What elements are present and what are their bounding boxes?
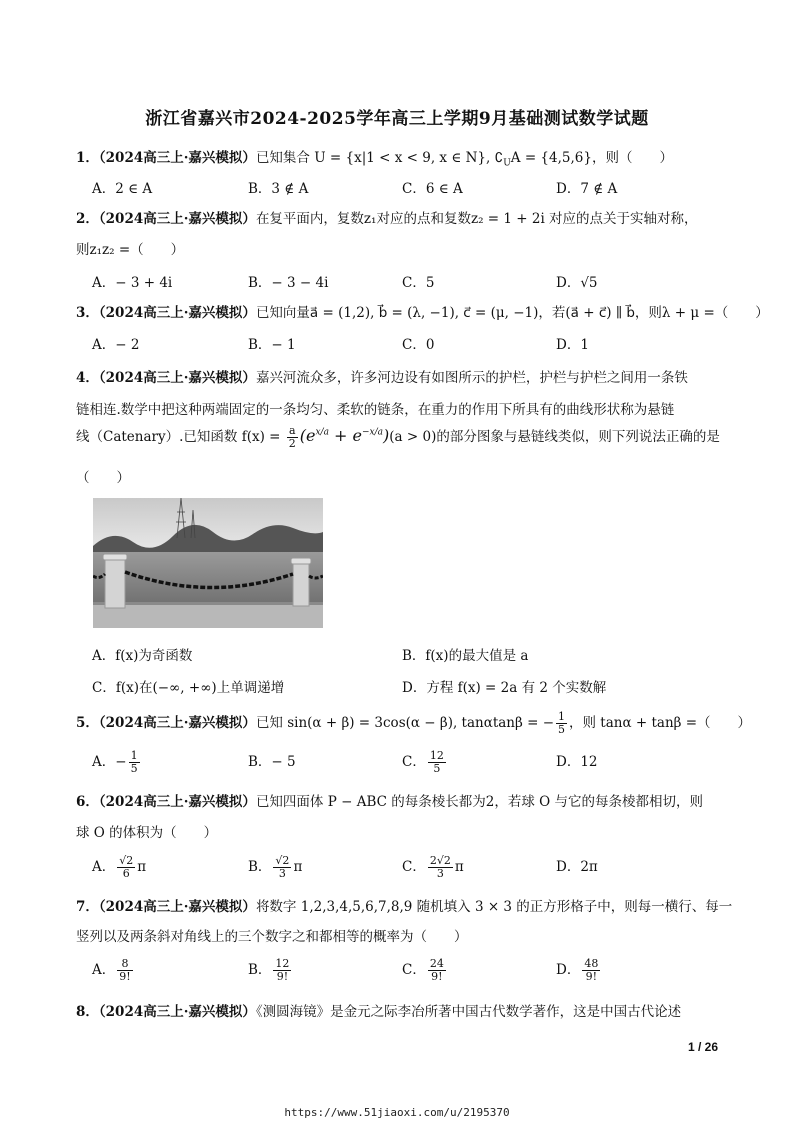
question-7-stem: 7．（2024高三上·嘉兴模拟）将数字 1,2,3,4,5,6,7,8,9 随机填入 3 × 3 的正方形格子中，则每一横行、每一 bbox=[76, 899, 733, 915]
option-c: C． $\frac{2√2}{3}$ π bbox=[402, 854, 464, 880]
question-4-stem-line4: （ ） bbox=[76, 470, 130, 486]
option-c: C．6 ∈ A bbox=[402, 181, 463, 197]
question-3-stem: 3．（2024高三上·嘉兴模拟）已知向量a⃗ = (1,2), b⃗ = (λ, −1), c⃗ = (μ, −1)，若(a⃗ + c⃗) ∥ b⃗，则λ + μ =（ ） bbox=[76, 305, 769, 321]
question-4-stem-line2: 链相连.数学中把这种两端固定的一条均匀、柔软的链条，在重力的作用下所具有的曲线形状称为悬链 bbox=[76, 402, 675, 418]
question-8-stem: 8．（2024高三上·嘉兴模拟）《测圆海镜》是金元之际李冶所著中国古代数学著作，这是中国古代论述 bbox=[76, 1004, 682, 1020]
option-a: A． $\frac{√2}{6}$ π bbox=[92, 854, 147, 880]
option-a: A．− 2 bbox=[92, 337, 140, 353]
document-title: 浙江省嘉兴市2024-2025学年高三上学期9月基础测试数学试题 bbox=[145, 109, 649, 129]
question-2-stem-cont: 则z₁z₂ =（ ） bbox=[76, 242, 185, 258]
option-a: A．2 ∈ A bbox=[92, 181, 153, 197]
footer-url[interactable]: https://www.51jiaoxi.com/u/2195370 bbox=[284, 1106, 510, 1119]
option-b: B．f(x)的最大值是 a bbox=[402, 648, 529, 664]
page-number: 1 / 26 bbox=[687, 1040, 718, 1054]
question-4-stem-line3: 线（Catenary）.已知函数 f(x) = $\frac{a}{2}$ $(e^{x/a} + e^{-x/a})(a > 0)$的部分图象与悬链线类似，则下列说法正确的是 bbox=[76, 424, 720, 450]
river-railing-photo bbox=[93, 498, 323, 628]
option-a: A．− $\frac{1}{5}$ bbox=[92, 749, 138, 775]
option-a: A．f(x)为奇函数 bbox=[92, 648, 193, 664]
option-b: B．− 5 bbox=[248, 754, 296, 770]
option-c: C． $\frac{24}{9!}$ bbox=[402, 957, 444, 983]
option-d: D．2π bbox=[556, 859, 598, 875]
option-c: C．5 bbox=[402, 275, 435, 291]
question-1-stem: 1．（2024高三上·嘉兴模拟）已知集合 U = {x|1 < x < 9, x ∈ N}, $∁_UA = \{4,5,6\}$，则（ ） bbox=[76, 150, 673, 169]
question-7-stem-cont: 竖列以及两条斜对角线上的三个数字之和都相等的概率为（ ） bbox=[76, 929, 468, 945]
question-2-stem: 2．（2024高三上·嘉兴模拟）在复平面内，复数z₁对应的点和复数z₂ = 1 + 2i 对应的点关于实轴对称， bbox=[76, 211, 698, 227]
option-d: D．7 ∉ A bbox=[556, 181, 618, 197]
question-5-stem: 5．（2024高三上·嘉兴模拟）已知 sin(α + β) = 3cos(α − β), tanαtanβ = − $\frac{1}{5}$ ，则 tanα + tanβ =（ ） bbox=[76, 710, 752, 736]
question-4-stem: 4．（2024高三上·嘉兴模拟）嘉兴河流众多，许多河边设有如图所示的护栏，护栏与护栏之间用一条铁 bbox=[76, 370, 688, 386]
option-c: C． $\frac{12}{5}$ bbox=[402, 749, 444, 775]
option-b: B．3 ∉ A bbox=[248, 181, 309, 197]
option-d: D．12 bbox=[556, 754, 598, 770]
option-c: C．0 bbox=[402, 337, 435, 353]
option-b: B． $\frac{√2}{3}$ π bbox=[248, 854, 303, 880]
option-d: D．1 bbox=[556, 337, 589, 353]
option-a: A．− 3 + 4i bbox=[92, 275, 173, 291]
option-c: C．f(x)在(−∞, +∞)上单调递增 bbox=[92, 680, 285, 696]
option-b: B．− 3 − 4i bbox=[248, 275, 329, 291]
option-b: B．− 1 bbox=[248, 337, 296, 353]
option-d: D．方程 f(x) = 2a 有 2 个实数解 bbox=[402, 680, 607, 696]
option-d: D． $\frac{48}{9!}$ bbox=[556, 957, 599, 983]
option-a: A． $\frac{8}{9!}$ bbox=[92, 957, 131, 983]
question-6-stem: 6．（2024高三上·嘉兴模拟）已知四面体 P − ABC 的每条棱长都为2，若球 O 与它的每条棱都相切，则 bbox=[76, 794, 703, 810]
option-d: D．√5 bbox=[556, 275, 598, 291]
question-6-stem-cont: 球 O 的体积为（ ） bbox=[76, 825, 218, 841]
option-b: B． $\frac{12}{9!}$ bbox=[248, 957, 290, 983]
